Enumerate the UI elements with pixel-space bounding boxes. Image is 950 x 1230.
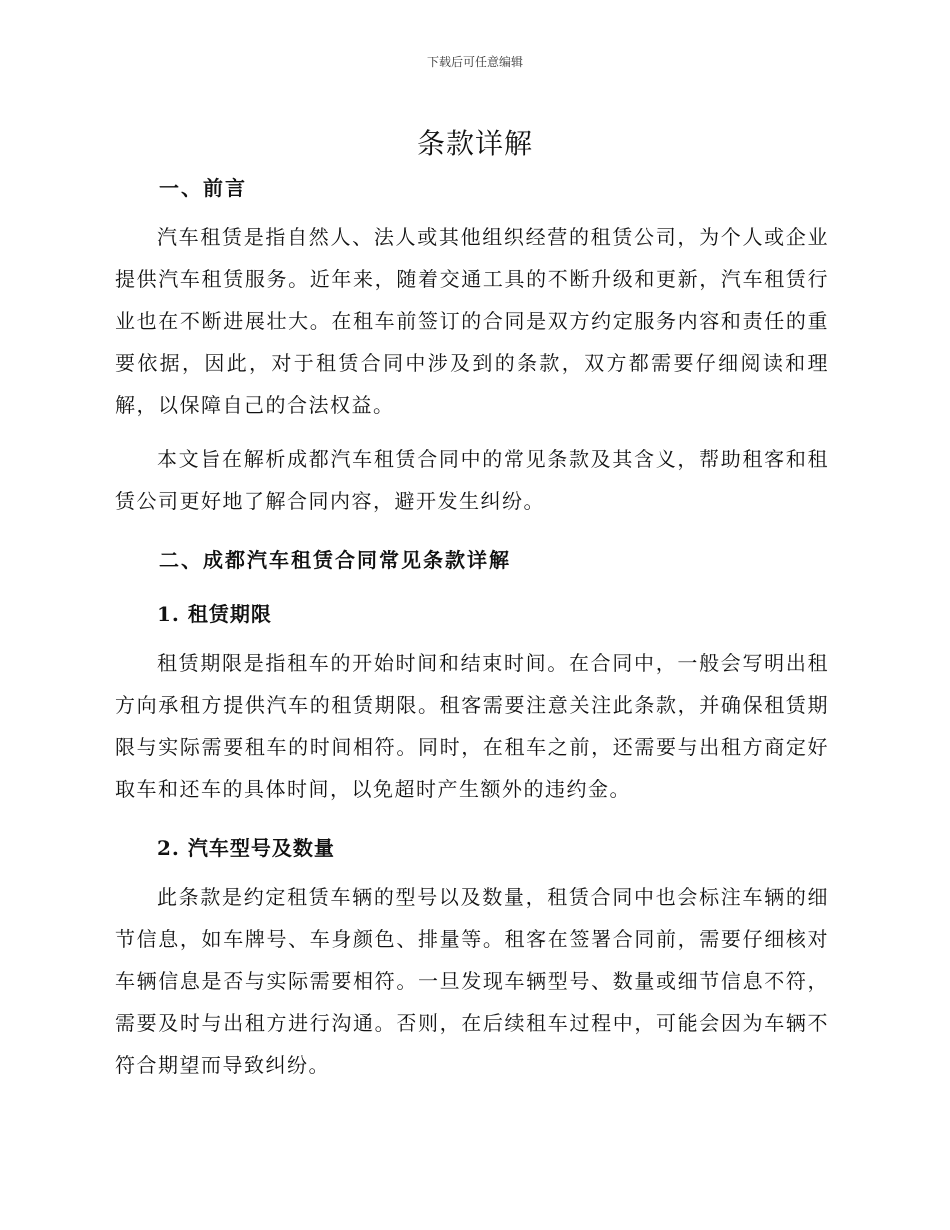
paragraph: 本文旨在解析成都汽车租赁合同中的常见条款及其含义，帮助租客和租赁公司更好地了解合同内容，避开发生纠纷。: [115, 447, 829, 513]
paragraph: 汽车租赁是指自然人、法人或其他组织经营的租赁公司，为个人或企业提供汽车租赁服务。近年来，随着交通工具的不断升级和更新，汽车租赁行业也在不断进展壮大。在租车前签订的合同是双方约定服务内容和责任的重要依据，因此，对于租赁合同中涉及到的条款，双方都需要仔细阅读和理解，以保障自己的合法权益。: [115, 225, 829, 417]
subsection-heading-lease-term: 1. 租赁期限: [157, 602, 272, 626]
page-title: 条款详解: [416, 127, 533, 160]
paragraph: 此条款是约定租赁车辆的型号以及数量，租赁合同中也会标注车辆的细节信息，如车牌号、车身颜色、排量等。租客在签署合同前，需要仔细核对车辆信息是否与实际需要相符。一旦发现车辆型号、数量或细节信息不符，需要及时与出租方进行沟通。否则，在后续租车过程中，可能会因为车辆不符合期望而导致纠纷。: [115, 885, 829, 1077]
document-body: [115, 172, 829, 1086]
subsection-heading-vehicle-model: 2. 汽车型号及数量: [157, 836, 335, 860]
section-heading-preface: 一、前言: [159, 176, 247, 200]
section-heading-clauses: 二、成都汽车租赁合同常见条款详解: [159, 548, 511, 572]
header-note: 下载后可任意编辑: [426, 55, 523, 69]
paragraph: 租赁期限是指租车的开始时间和结束时间。在合同中，一般会写明出租方向承租方提供汽车的租赁期限。租客需要注意关注此条款，并确保租赁期限与实际需要租车的时间相符。同时，在租车之前，还需要与出租方商定好取车和还车的具体时间，以免超时产生额外的违约金。: [115, 651, 829, 801]
